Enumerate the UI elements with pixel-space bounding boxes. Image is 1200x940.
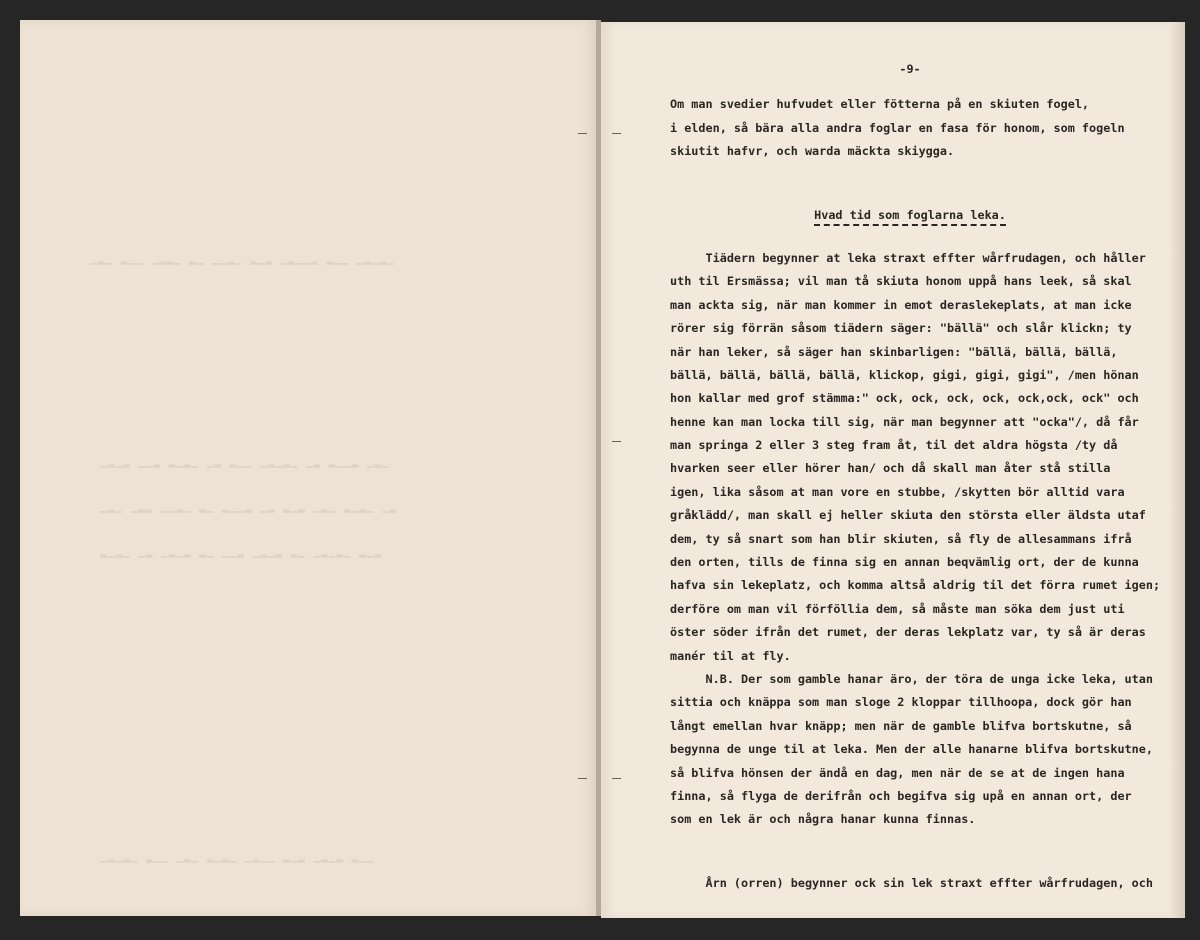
margin-mark (612, 441, 621, 442)
bleed-through-text: ▁▂▁▂ ▁▁▂ ▂▁▂▁ ▁▂ ▂▁▁ ▁▂▁▂▁ ▁▂ ▂▁▁▂ ▁▂▁ (100, 455, 390, 468)
text-line: bällä, bällä, bällä, bällä, klickop, gigi, gigi, gigi", /men hönan (670, 367, 1139, 382)
text-line: Tiädern begynner at leka straxt effter wårfrudagen, och håller (670, 250, 1146, 265)
text-line: Årn (orren) begynner ock sin lek straxt effter wårfrudagen, och (670, 875, 1153, 890)
text-line: man ackta sig, när man kommer in emot deraslekeplats, at man icke (670, 297, 1132, 312)
text-line: igen, lika såsom at man vore en stubbe, /skytten bör alltid vara (670, 484, 1125, 499)
text-line: man springa 2 eller 3 steg fram åt, til det aldra högsta /ty då (670, 438, 1118, 453)
typewritten-text (670, 58, 1161, 895)
text-line: rörer sig förrän såsom tiädern säger: "bällä" och slår klickn; ty (670, 321, 1132, 336)
text-line: derföre om man vil förföllia dem, så måste man söka dem just uti (670, 601, 1125, 616)
text-line: finna, så flyga de derifrån och begifva sig upå en annan ort, der (670, 788, 1132, 803)
margin-mark (578, 133, 587, 134)
section-heading (670, 204, 1150, 227)
text-line: så blifva hönsen der ändå en dag, men när de se at de ingen hana (670, 765, 1125, 780)
text-line: öster söder ifrån det rumet, der deras lekplatz var, ty så är deras (670, 625, 1146, 640)
text-line: långt emellan hvar knäpp; men när de gamble blifva bortskutne, så (670, 718, 1132, 733)
text-line: manér til at fly. (670, 648, 791, 663)
text-line: skiutit hafvr, och warda mäckta skiygga. (670, 144, 955, 159)
text-line: N.B. Der som gamble hanar äro, der töra de unga icke leka, utan (670, 671, 1153, 686)
text-line: uth til Ersmässa; vil man tå skiuta honom uppå hans leek, så skal (670, 274, 1132, 289)
text-line: sittia och knäppa som man sloge 2 kloppar tillhoopa, dock gör han (670, 695, 1132, 710)
text-line: Om man svedier hufvudet eller fötterna på en skiuten fogel, (670, 97, 1090, 112)
text-line: hon kallar med grof stämma:" ock, ock, ock, ock, ock,ock, ock" och (670, 391, 1139, 406)
text-line: den orten, tills de finna sig en annan beqvämlig ort, der de kunna (670, 555, 1139, 570)
text-line: hafva sin lekeplatz, och komma altså aldrig til det förra rumet igen; (670, 578, 1161, 593)
text-line: gråklädd/, man skall ej heller skiuta den största eller äldsta utaf (670, 508, 1146, 523)
left-page-blank (20, 20, 596, 916)
page-edge (1170, 22, 1185, 918)
bleed-through-text: ▂▁▂▁ ▁▂ ▁▂▁▂ ▂▁ ▁▁▂ ▁▂▁▂ ▂▁ ▁▂▁▂▁ ▂▁▂ (100, 545, 383, 558)
margin-mark (612, 133, 621, 134)
text-line: i elden, så bära alla andra foglar en fasa för honom, som fogeln (670, 120, 1125, 135)
heading-text: Hvad tid som foglarna leka. (814, 208, 1006, 226)
text-line: när han leker, så säger han skinbarligen: "bällä, bällä, bällä, (670, 344, 1118, 359)
text-line: dem, ty så snart som han blir skiuten, så fly de allesammans ifrå (670, 531, 1132, 546)
bleed-through-text: ▁▂▁ ▁▂▂ ▁▁▂▁ ▂▁ ▂▁▁▂ ▁▂ ▂▁▂ ▁▂▁ ▂▁▂▁ ▁▂ (100, 500, 398, 513)
bleed-through-text: ▁▂▁ ▂▁▁ ▁▂▂▁ ▂▁ ▁▁▂▁ ▂▁▂ ▁▂▁▁▂ ▂▁▁ ▁▂▁▂▁ (90, 252, 395, 265)
bleed-through-text: ▁▂▁▂▁ ▂▁▁ ▁▂▁ ▂▁▂▁ ▁▂▁▁ ▂▁▂ ▁▂▁▂ ▂▁▁ (100, 850, 375, 863)
margin-mark (578, 778, 587, 779)
margin-mark (612, 778, 621, 779)
text-line: hvarken seer eller hörer han/ och då skall man åter stå stilla (670, 461, 1111, 476)
page-number: -9- (899, 62, 921, 76)
text-line: begynna de unge til at leka. Men der alle hanarne blifva bortskutne, (670, 742, 1153, 757)
text-line: henne kan man locka till sig, när man begynner att "ocka"/, då får (670, 414, 1139, 429)
text-line: som en lek är och några hanar kunna finnas. (670, 812, 976, 827)
